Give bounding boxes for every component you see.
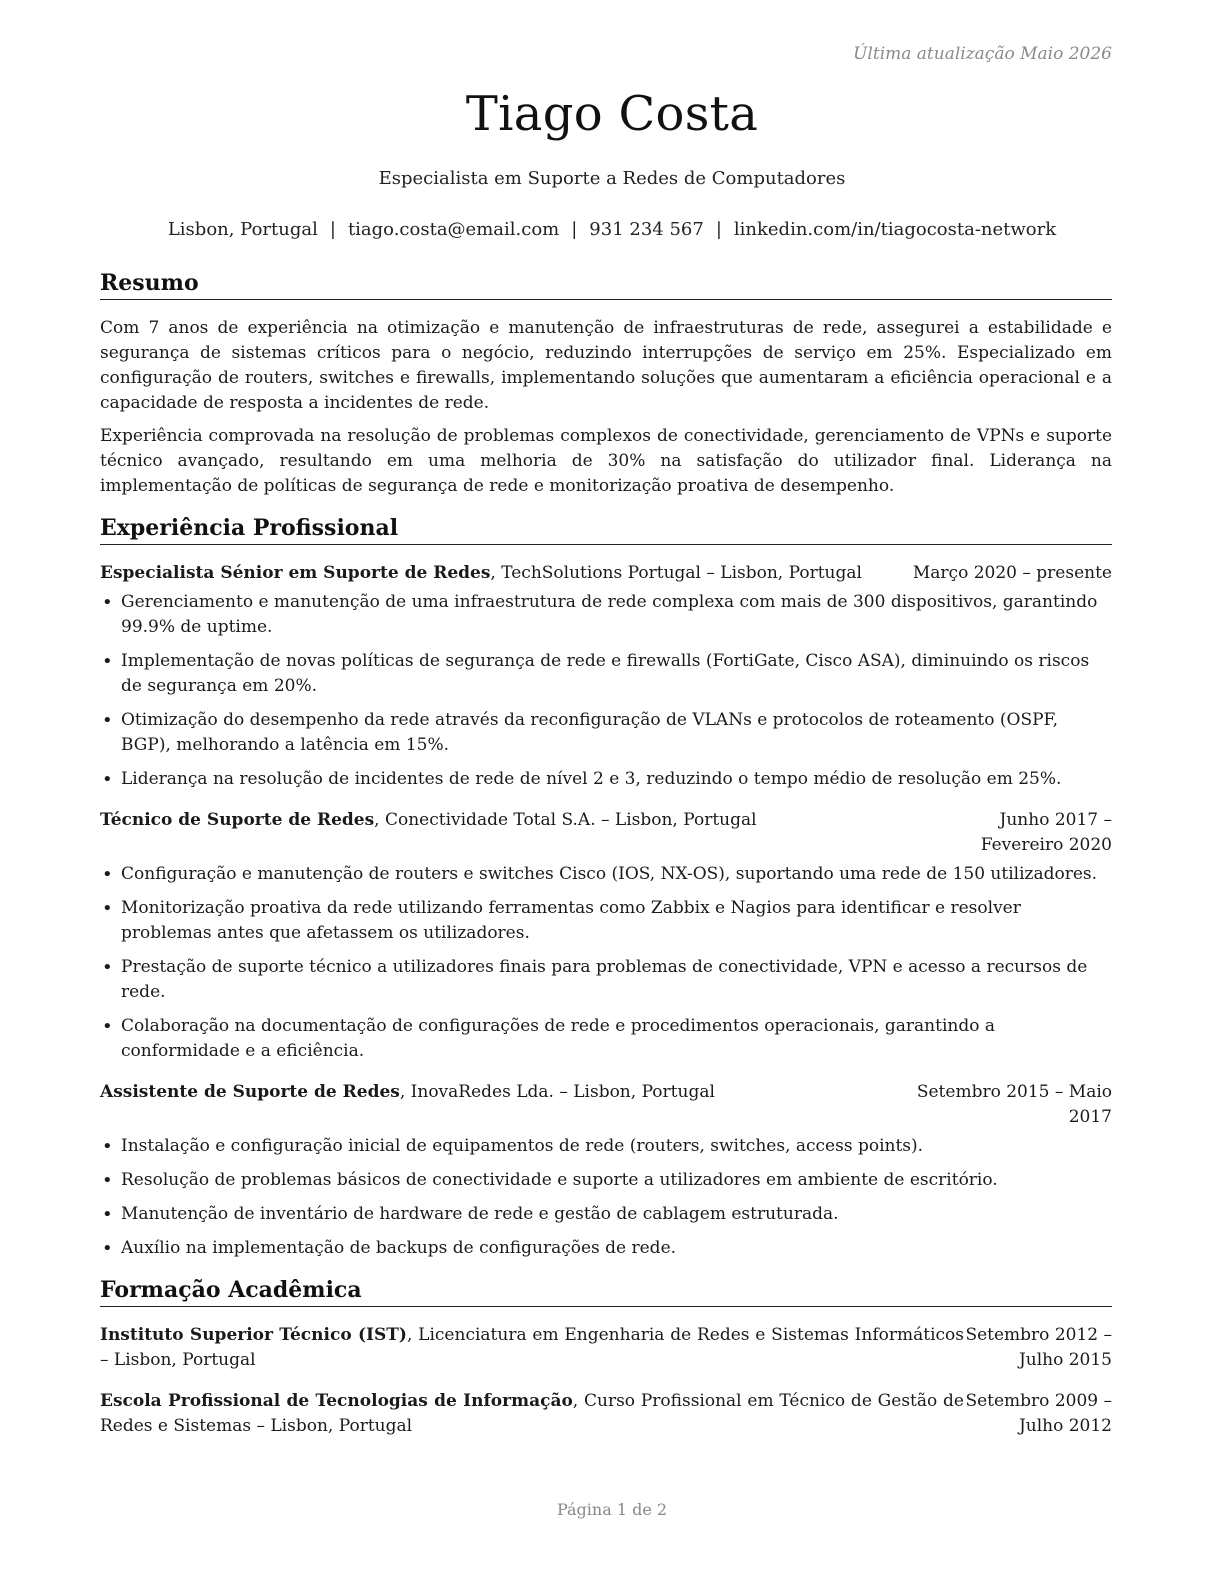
job-org: , InovaRedes Lda. – Lisbon, Portugal: [399, 1082, 715, 1102]
degree: , Curso Profissional em Técnico de Gestão de Redes e Sistemas – Lisbon, Portugal: [100, 1391, 964, 1436]
education-dates: Setembro 2009 – Julho 2012: [965, 1391, 1112, 1436]
phone: 931 234 567: [589, 219, 704, 240]
job-org: , Conectividade Total S.A. – Lisbon, Portugal: [374, 810, 757, 830]
linkedin-link[interactable]: linkedin.com/in/tiagocosta-network: [733, 219, 1057, 240]
page-number: Página 1 de 2: [556, 1500, 668, 1519]
job-role: Assistente de Suporte de Redes: [100, 1082, 400, 1102]
list-item: • Liderança na resolução de incidentes de rede de nível 2 e 3, reduzindo o tempo médio de resolução em 25%.: [100, 767, 1112, 792]
job-bullets: [100, 590, 1112, 792]
job-dates: Setembro 2015 – Maio 2017: [916, 1082, 1112, 1127]
list-item: • Monitorização proativa da rede utilizando ferramentas como Zabbix e Nagios para identificar e resolver problemas antes que afetassem os utilizadores.: [100, 896, 1112, 946]
school-name: Escola Profissional de Tecnologias de Informação: [100, 1391, 573, 1411]
job-bullets: [100, 1134, 1112, 1261]
job-header: [100, 1080, 1112, 1130]
email-link[interactable]: tiago.costa@email.com: [347, 219, 560, 240]
section-heading: Resumo: [100, 268, 1112, 300]
section-heading: Formação Acadêmica: [100, 1275, 1112, 1307]
school-name: Instituto Superior Técnico (IST): [100, 1325, 407, 1345]
job-entry: [100, 1080, 1112, 1261]
summary-paragraph: Experiência comprovada na resolução de problemas complexos de conectividade, gerenciamento de VPNs e suporte técnico avançado, resultando em uma melhoria de 30% na satisfação do utilizador final. Liderança na implementação de políticas de segurança de rede e monitorização proativa de desempenho.: [100, 426, 1112, 496]
list-item: • Prestação de suporte técnico a utilizadores finais para problemas de conectividade, VPN e acesso a recursos de rede.: [100, 955, 1112, 1005]
candidate-name: Tiago Costa: [465, 86, 759, 142]
education-entry: [100, 1389, 1112, 1439]
job-dates: Junho 2017 – Fevereiro 2020: [980, 810, 1112, 855]
list-item: • Implementação de novas políticas de segurança de rede e firewalls (FortiGate, Cisco ASA), diminuindo os riscos de segurança em 20%.: [100, 649, 1112, 699]
job-header: [100, 808, 1112, 858]
experience-section: [100, 513, 1112, 1261]
contact-line: [0, 219, 1224, 240]
list-item: • Resolução de problemas básicos de conectividade e suporte a utilizadores em ambiente de escritório.: [100, 1168, 1112, 1193]
list-item: • Gerenciamento e manutenção de uma infraestrutura de rede complexa com mais de 300 dispositivos, garantindo 99.9% de uptime.: [100, 590, 1112, 640]
summary-section: [100, 268, 1112, 499]
location: Lisbon, Portugal: [167, 219, 318, 240]
education-entry: [100, 1323, 1112, 1373]
separator: |: [571, 219, 578, 240]
list-item: • Colaboração na documentação de configurações de rede e procedimentos operacionais, garantindo a conformidade e a eficiência.: [100, 1014, 1112, 1064]
job-entry: [100, 808, 1112, 1064]
education-section: [100, 1275, 1112, 1439]
separator: |: [329, 219, 336, 240]
list-item: • Configuração e manutenção de routers e switches Cisco (IOS, NX-OS), suportando uma rede de 150 utilizadores.: [100, 862, 1112, 887]
job-role: Especialista Sénior em Suporte de Redes: [100, 563, 491, 583]
list-item: • Manutenção de inventário de hardware de rede e gestão de cablagem estruturada.: [100, 1202, 1112, 1227]
job-header: [100, 561, 1112, 586]
summary-paragraph: Com 7 anos de experiência na otimização e manutenção de infraestruturas de rede, assegurei a estabilidade e segurança de sistemas críticos para o negócio, reduzindo interrupções de serviço em 25%. Especializado em configuração de routers, switches e firewalls, implementando soluções que aumentaram a eficiência operacional e a capacidade de resposta a incidentes de rede.: [100, 318, 1112, 413]
resume-content: [100, 268, 1112, 1453]
list-item: • Instalação e configuração inicial de equipamentos de rede (routers, switches, access points).: [100, 1134, 1112, 1159]
list-item: • Auxílio na implementação de backups de configurações de rede.: [100, 1236, 1112, 1261]
job-bullets: [100, 862, 1112, 1064]
job-title: Especialista em Suporte a Redes de Computadores: [378, 168, 846, 189]
degree: , Licenciatura em Engenharia de Redes e Sistemas Informáticos – Lisbon, Portugal: [100, 1325, 964, 1370]
job-dates: Março 2020 – presente: [912, 563, 1112, 583]
job-entry: [100, 561, 1112, 792]
job-org: , TechSolutions Portugal – Lisbon, Portugal: [490, 563, 862, 583]
section-heading: Experiência Profissional: [100, 513, 1112, 545]
last-updated: Última atualização Maio 2026: [853, 44, 1112, 64]
education-dates: Setembro 2012 – Julho 2015: [965, 1325, 1112, 1370]
list-item: • Otimização do desempenho da rede através da reconfiguração de VLANs e protocolos de roteamento (OSPF, BGP), melhorando a latência em 15%.: [100, 708, 1112, 758]
job-role: Técnico de Suporte de Redes: [100, 810, 375, 830]
separator: |: [715, 219, 722, 240]
